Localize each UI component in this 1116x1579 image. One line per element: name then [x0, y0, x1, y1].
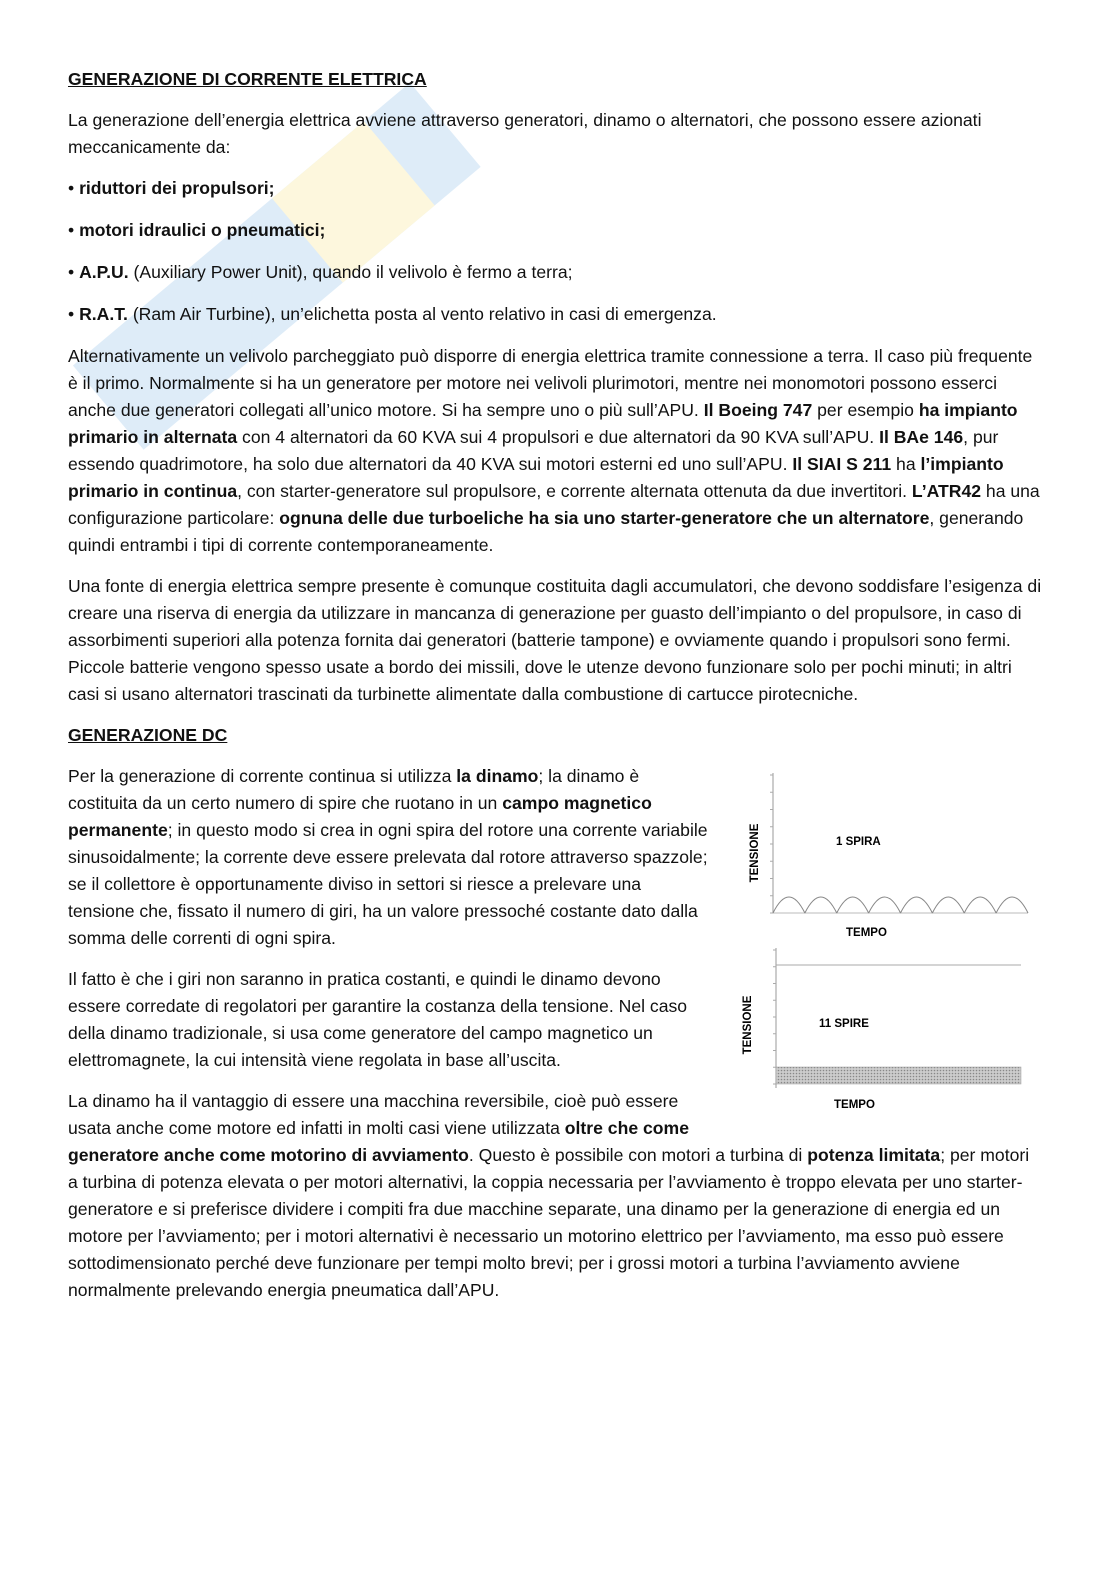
text-run: , generando quindi entrambi i tipi di corrente contemporaneamente.	[68, 508, 1024, 555]
list-item	[68, 217, 1043, 244]
text-run: ; per motori a turbina di potenza elevata o per motori alternativi, la coppia necessaria per l’avviamento è troppo elevata per uno starter-generatore e si preferisce dividere i compiti fra due macchine separate, una dinamo per la generazione di energia ed un motore per l’avviamento; per i motori alternativi è necessario un motorino elettrico per l’avviamento, ma esso può essere sottodimensionato perché deve funzionare per tempi molto brevi; per i grossi motori a turbina l’avviamento avviene normalmente prelevando energia pneumatica dall’APU.	[68, 1145, 1030, 1300]
bold-text: R.A.T.	[79, 304, 128, 324]
text-run: Il fatto è che i giri non saranno in pratica costanti, e quindi le dinamo devono essere corredate di regolatori per garantire la costanza della tensione. Nel caso della dinamo tradizionale, si usa come generatore del campo magnetico un elettromagnete, la cui intensità viene regolata in base all’uscita.	[68, 969, 688, 1070]
bold-text: l’impianto primario in continua	[68, 454, 1004, 501]
text-run: •	[68, 178, 80, 198]
curve-label: 1 SPIRA	[836, 836, 881, 848]
list-item	[68, 259, 1043, 286]
bold-text: ha impianto primario in alternata	[68, 400, 1018, 447]
list-item	[68, 301, 1043, 328]
bold-text: Il SIAI S 211	[792, 454, 892, 474]
chart-1-spira	[749, 773, 1028, 939]
bold-text: motori idraulici o pneumatici;	[79, 220, 326, 240]
text-run: per esempio	[812, 400, 919, 420]
bold-text: la dinamo	[456, 766, 539, 786]
text-run: con 4 alternatori da 60 KVA sui 4 propulsori e due alternatori da 90 KVA sull’APU.	[237, 427, 880, 447]
text-run: •	[68, 304, 80, 324]
y-axis-label: TENSIONE	[742, 995, 754, 1055]
bold-text: A.P.U.	[79, 262, 129, 282]
dynamo-voltage-figure	[738, 763, 1038, 1123]
text-run: •	[68, 262, 80, 282]
text-run: (Auxiliary Power Unit), quando il velivolo è fermo a terra;	[128, 262, 573, 282]
text-run: Una fonte di energia elettrica sempre presente è comunque costituita dagli accumulatori, che devono soddisfare l’esigenza di creare una riserva di energia da utilizzare in mancanza di generazione per guasto dell’impianto o del propulsore, in caso di assorbimenti superiori alla potenza fornita dai generatori (batterie tampone) e ovviamente quando i propulsori sono fermi. Piccole batterie vengono spesso usate a bordo dei missili, dove le utenze devono funzionare solo per pochi minuti; in altri casi si usano alternatori trascinati da turbinette alimentate dalla combustione di cartucce pirotecniche.	[68, 576, 1042, 704]
x-axis-label: TEMPO	[834, 1099, 875, 1111]
text-run: ; la dinamo è costituita da un certo numero di spire che ruotano in un	[68, 766, 640, 813]
intro-paragraph	[68, 107, 1043, 161]
body-paragraph	[68, 343, 1043, 559]
chart-11-spire	[742, 948, 1021, 1111]
text-run: (Ram Air Turbine), un’elichetta posta al vento relativo in casi di emergenza.	[127, 304, 717, 324]
bold-text: riduttori dei propulsori;	[79, 178, 275, 198]
document-page	[68, 66, 1043, 1318]
bold-text: L’ATR42	[911, 481, 982, 501]
bold-text: Il BAe 146	[879, 427, 964, 447]
y-axis-label: TENSIONE	[749, 823, 761, 883]
text-run: , pur essendo quadrimotore, ha solo due alternatori da 40 KVA sui motori esterni ed uno sull’APU.	[68, 427, 999, 474]
section-title-generazione-corrente: GENERAZIONE DI CORRENTE ELETTRICA	[68, 69, 427, 89]
curve-label: 11 SPIRE	[819, 1018, 869, 1030]
section-title-generazione-dc: GENERAZIONE DC	[68, 725, 228, 745]
list-item	[68, 175, 1043, 202]
rectified-waveform	[773, 897, 1028, 913]
bold-text: oltre che come generatore anche come motorino di avviamento	[68, 1118, 689, 1165]
text-run: ha una configurazione particolare:	[68, 481, 1040, 528]
text-run: •	[68, 220, 80, 240]
text-run: La generazione dell’energia elettrica avviene attraverso generatori, dinamo o alternatori, che possono essere azionati meccanicamente da:	[68, 110, 982, 157]
bold-text: ognuna delle due turboeliche ha sia uno starter-generatore che un alternatore	[279, 508, 930, 528]
x-axis-label: TEMPO	[846, 927, 887, 939]
bold-text: Il Boeing 747	[703, 400, 813, 420]
text-run: Alternativamente un velivolo parcheggiato può disporre di energia elettrica tramite connessione a terra. Il caso più frequente è il primo. Normalmente si ha un generatore per motore nei velivoli plurimotori, mentre nei monomotori possono esserci anche due generatori collegati all’unico motore. Si ha sempre uno o più sull’APU.	[68, 346, 1033, 420]
text-run: ha	[891, 454, 921, 474]
ripple-band	[776, 1067, 1021, 1084]
text-run: . Questo è possibile con motori a turbina di	[468, 1145, 808, 1165]
bold-text: potenza limitata	[807, 1145, 941, 1165]
text-run: Per la generazione di corrente continua si utilizza	[68, 766, 457, 786]
text-run: ; in questo modo si crea in ogni spira del rotore una corrente variabile sinusoidalmente; la corrente deve essere prelevata dal rotore attraverso spazzole; se il collettore è opportunamente diviso in settori si riesce a prelevare una tensione che, fissato il numero di giri, ha un valore pressoché costante dato dalla somma delle correnti di ogni spira.	[68, 820, 708, 948]
body-paragraph	[68, 573, 1043, 708]
text-run: , con starter-generatore sul propulsore, e corrente alternata ottenuta da due invertitori.	[237, 481, 912, 501]
bold-text: campo magnetico permanente	[68, 793, 652, 840]
text-run: La dinamo ha il vantaggio di essere una macchina reversibile, cioè può essere usata anche come motore ed infatti in molti casi viene utilizzata	[68, 1091, 679, 1138]
power-source-list	[68, 175, 1043, 328]
